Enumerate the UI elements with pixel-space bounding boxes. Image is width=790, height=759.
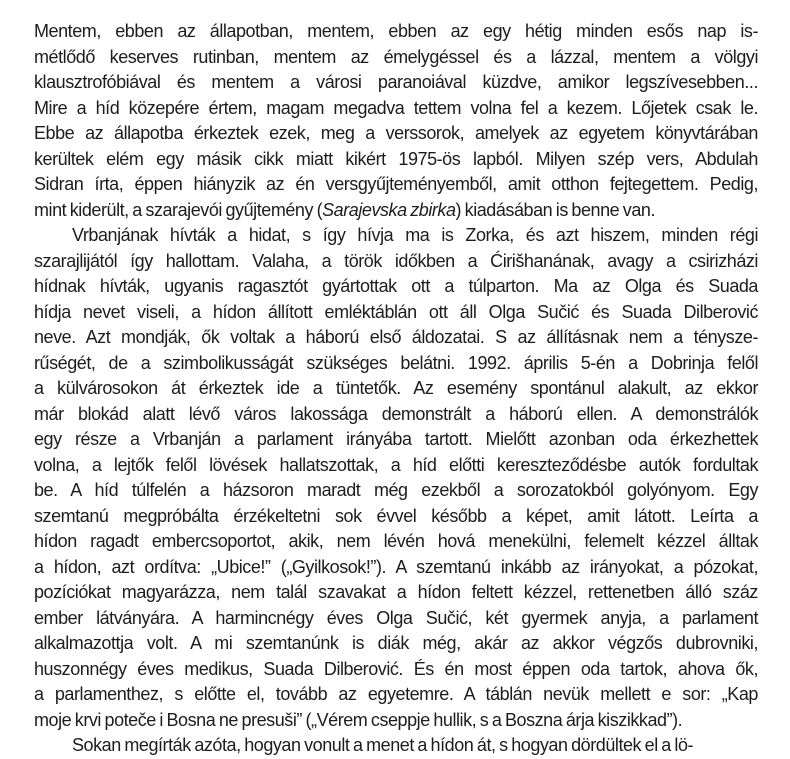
- text-line: pozíciókat magyarázza, nem talál szavakat a hídon feltett kézzel, rettenetben álló száz: [34, 582, 758, 602]
- paragraph: [34, 733, 758, 759]
- paragraph: [34, 19, 758, 223]
- text-line: a parlamenthez, s előtte el, tovább az egyetemre. A táblán nevük mellett e sor: „Kap: [34, 684, 758, 704]
- paragraph: [34, 223, 758, 733]
- text-column: [34, 19, 758, 759]
- text-line: hídja nevet viseli, a hídon állított emléktáblán ott áll Olga Sučić és Suada Dilberović: [34, 301, 758, 322]
- text-line: Mire a híd közepére értem, magam megadva tettem volna fel a kezem. Lőjetek csak le.: [34, 97, 758, 118]
- text-line: neve. Azt mondják, ők voltak a háború első áldozatai. S az állításnak nem a ténysze-: [34, 327, 758, 347]
- italic-book-title: Sarajevska zbirka: [322, 199, 456, 220]
- text-line: moje krvi poteče i Bosna ne presuši” („Vérem cseppje hullik, s a Boszna árja kiszikkad”).: [34, 709, 683, 730]
- text-line: klausztrofóbiával és mentem a városi paranoiával küzdve, amikor legszívesebben...: [34, 72, 758, 92]
- text-line: Sidran írta, éppen hiányzik az én versgyűjteményemből, amit otthon fejtegettem. Pedig,: [34, 174, 758, 194]
- text-line: a hídon, azt ordítva: „Ubice!” („Gyilkosok!”). A szemtanú inkább az irányokat, a pózokat,: [34, 556, 758, 577]
- text-line: Mentem, ebben az állapotban, mentem, ebben az egy hétig minden esős nap is-: [34, 21, 758, 41]
- text-line: egy része a Vrbanján a parlament irányába tartott. Mielőtt azonban oda érkezhettek: [34, 429, 758, 449]
- text-line: hídnak hívták, ugyanis ragasztót gyártottak ott a túlparton. Ma az Olga és Suada: [34, 276, 758, 296]
- text-line: alkalmazottja volt. A mi szemtanúnk is diák még, akár az akkor végzős dubrovniki,: [34, 633, 758, 653]
- text-line: szarajlijától így hallottam. Valaha, a török időkben a Ćirišhanának, avagy a csirizházi: [34, 250, 758, 271]
- text-line-clipped: Sokan megírták azóta, hogyan vonult a menet a hídon át, s hogyan dördültek el a lö-: [72, 735, 694, 755]
- text-line: a külvárosokon át érkeztek ide a tüntetők. Az esemény spontánul alakult, az ekkor: [34, 378, 758, 398]
- text-line: rűségét, de a szimbolikusságát szükséges belátni. 1992. április 5-én a Dobrinja felől: [34, 352, 758, 373]
- text-line: Ebbe az állapotba érkeztek ezek, meg a verssorok, amelyek az egyetem könyvtárában: [34, 123, 758, 143]
- text-line: be. A híd túlfelén a házsoron maradt még ezekből a sorozatokból golyónyom. Egy: [34, 480, 758, 500]
- text-line: Vrbanjának hívták a hidat, s így hívja ma is Zorka, és azt hiszem, minden régi: [72, 225, 758, 245]
- text-line: huszonnégy éves medikus, Suada Dilberović. És én most éppen oda tartok, ahova ők,: [34, 658, 758, 679]
- text-line: volna, a lejtők felől lövések hallatszottak, a híd előtti kereszteződésbe autók fordultak: [34, 454, 758, 475]
- text-line: hídon ragadt embercsoportot, akik, nem lévén hová menekülni, felemelt kézzel álltak: [34, 531, 758, 551]
- text-line: kerültek elém egy másik cikk miatt kikért 1975-ös lapból. Milyen szép vers, Abdulah: [34, 148, 758, 169]
- text-run: mint kiderült, a szarajevói gyűjtemény (: [34, 199, 323, 220]
- text-line: [34, 198, 758, 224]
- text-run: ) kiadásában is benne van.: [455, 199, 655, 220]
- text-line: szemtanú megpróbálta érzékeltetni sok évvel később a képet, amit látott. Leírta a: [34, 505, 758, 526]
- text-line: már blokád alatt lévő város lakossága demonstrált a háború ellen. A demonstrálók: [34, 403, 758, 424]
- text-line: métlődő keserves rutinban, mentem az émelygéssel és a lázzal, mentem a völgyi: [34, 46, 758, 67]
- text-line: ember látványára. A harmincnégy éves Olga Sučić, két gyermek anyja, a parlament: [34, 607, 758, 628]
